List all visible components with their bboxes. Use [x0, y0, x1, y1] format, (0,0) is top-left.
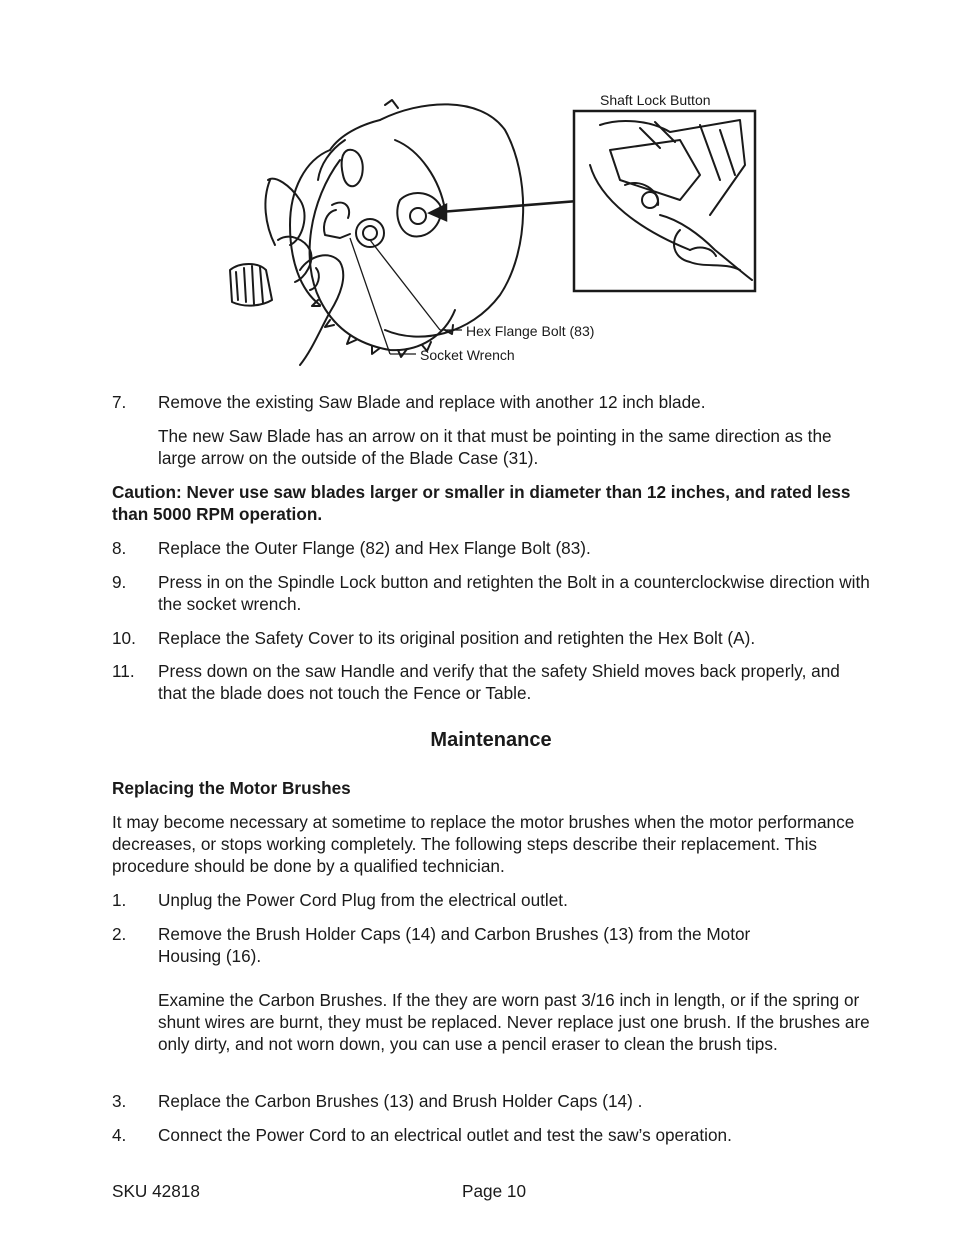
step-number: 4.	[112, 1125, 127, 1145]
hex-flange-bolt-label: Hex Flange Bolt (83)	[466, 323, 595, 339]
step-text: Replace the Safety Cover to its original position and retighten the Hex Bolt (A).	[158, 628, 756, 648]
step-text: Press down on the saw Handle and verify that the safety Shield moves back properly, and that the blade does not touch the Fence or Table.	[158, 661, 840, 703]
step-number: 10.	[112, 628, 136, 648]
socket-wrench-label: Socket Wrench	[420, 347, 515, 363]
step-text: Remove the Brush Holder Caps (14) and Carbon Brushes (13) from the Motor Housing (16).	[158, 924, 751, 966]
caution-text: Caution: Never use saw blades larger or smaller in diameter than 12 inches, and rated less than 5000 RPM operation.	[112, 482, 851, 524]
step-note: Examine the Carbon Brushes. If the they are worn past 3/16 inch in length, or if the spring or shunt wires are burnt, they must be replaced. Never replace just one brush. If the brushes are only dirty, and not worn down, you can use a pencil eraser to clean the brush tips.	[158, 990, 870, 1054]
step-number: 8.	[112, 538, 127, 558]
step-number: 11.	[112, 661, 135, 681]
shaft-lock-button-label: Shaft Lock Button	[600, 92, 711, 108]
step-text: Connect the Power Cord to an electrical outlet and test the saw’s operation.	[158, 1125, 732, 1145]
footer-sku: SKU 42818	[112, 1181, 200, 1201]
motor-brushes-subheading: Replacing the Motor Brushes	[112, 778, 351, 798]
maintenance-heading: Maintenance	[430, 729, 552, 751]
step-number: 2.	[112, 924, 127, 944]
step-number: 7.	[112, 392, 127, 412]
step-text: Press in on the Spindle Lock button and retighten the Bolt in a counterclockwise direction with the socket wrench.	[158, 572, 870, 614]
step-text: Remove the existing Saw Blade and replace with another 12 inch blade.	[158, 392, 706, 412]
step-number: 9.	[112, 572, 127, 592]
step-text: Unplug the Power Cord Plug from the electrical outlet.	[158, 890, 568, 910]
maintenance-intro: It may become necessary at sometime to replace the motor brushes when the motor performance decreases, or stops working completely. The following steps describe their replacement. This procedure should be done by a qualified technician.	[112, 812, 855, 876]
step-text: Replace the Carbon Brushes (13) and Brush Holder Caps (14) .	[158, 1091, 643, 1111]
step-note: The new Saw Blade has an arrow on it that must be pointing in the same direction as the large arrow on the outside of the Blade Case (31).	[158, 426, 832, 468]
step-number: 1.	[112, 890, 127, 910]
step-number: 3.	[112, 1091, 127, 1111]
footer-page-number: Page 10	[462, 1181, 527, 1201]
step-text: Replace the Outer Flange (82) and Hex Flange Bolt (83).	[158, 538, 591, 558]
